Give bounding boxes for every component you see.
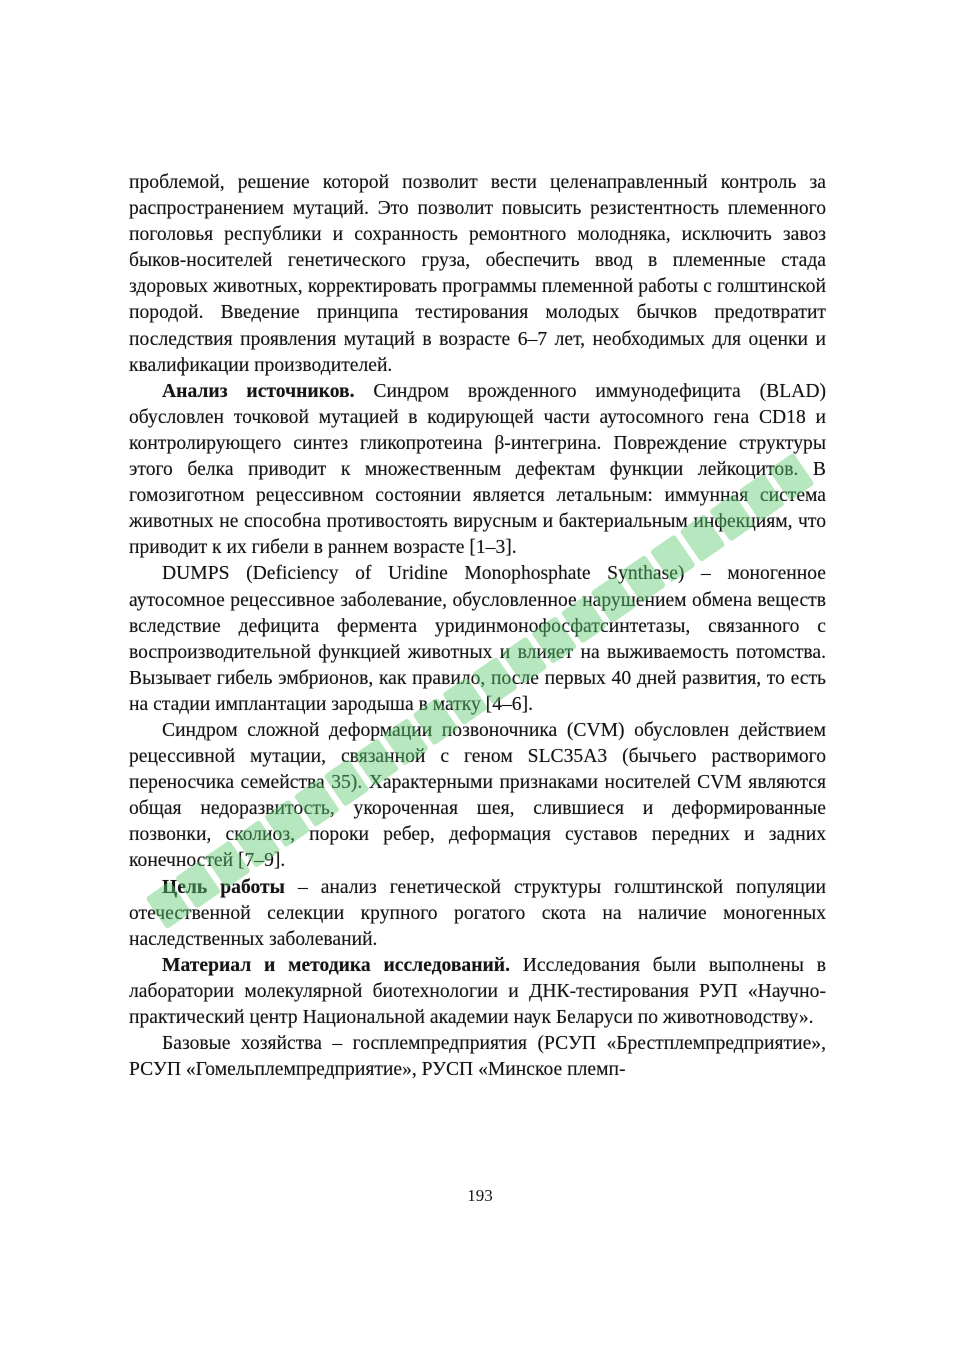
page-number: 193: [467, 1186, 493, 1205]
body-text: [129, 170, 826, 1083]
methods-text: Исследования были выполнены в лаборатории молекулярной биотехнологии и ДНК-тестирования РУП «Научно-практический центр Национальной академии наук Беларуси по животноводству».: [129, 954, 826, 1028]
paragraph-cvm: Синдром сложной деформации позвоночника (CVM) обусловлен действием рецессивной мутации, связанной с геном SLC35A3 (бычьего растворимого переносчика семейства 35). Характерными признаками носителей CVM являются общая недоразвитость, укороченная шея, слившиеся и деформированные позвонки, сколиоз, пороки ребер, деформация суставов передних и задних конечностей [7–9].: [129, 719, 826, 872]
heading-sources-analysis: Анализ источников.: [162, 380, 355, 402]
paragraph-intro-continuation: проблемой, решение которой позволит вести целенаправленный контроль за распространением мутаций. Это позволит повысить резистентность племенного поголовья республики и сохранность ремонтного молодняка, исключить завоз быков-носителей генетического груза, обеспечить ввод в племенные стада здоровых животных, корректировать программы племенной работы с голштинской породой. Введение принципа тестирования молодых бычков предотвратит последствия проявления мутаций в возрасте 6–7 лет, необходимых для оценки и квалификации производителей.: [129, 172, 826, 376]
sources-analysis-text: Синдром врожденного иммунодефицита (BLAD) обусловлен точковой мутацией в кодирующей части аутосомного гена CD18 и контролирующего синтез гликопротеина β-интегрина. Повреждение структуры этого белка приводит к множественным дефектам функции лейкоцитов. В гомозиготном рецессивном состоянии является летальным: иммунная система животных не способна противостоять вирусным и бактериальным инфекциям, что приводит к их гибели в раннем возрасте [1–3].: [129, 380, 826, 559]
paragraph-sources-analysis: [129, 379, 826, 562]
heading-methods: Материал и методика исследований.: [162, 954, 510, 976]
paragraph-base-farms: Базовые хозяйства – госплемпредприятия (РСУП «Брестплемпредприятие», РСУП «Гомельплемпредприятие», РУСП «Минское племп-: [129, 1033, 826, 1081]
goal-text: – анализ генетической структуры голштинской популяции отечественной селекции крупного рогатого скота на наличие моногенных наследственных заболеваний.: [129, 876, 826, 950]
paragraph-goal: [129, 875, 826, 953]
paragraph-methods: [129, 953, 826, 1031]
heading-goal: Цель работы: [162, 876, 285, 898]
paragraph-dumps: DUMPS (Deficiency of Uridine Monophosphate Synthase) – моногенное аутосомное рецессивное заболевание, обусловленное нарушением обмена веществ вследствие дефицита фермента уридинмонофосфатсинтетазы, связанного с воспроизводительной функцией животных и влияет на выживаемость потомства. Вызывает гибель эмбрионов, как правило, после первых 40 дней развития, то есть на стадии имплантации зародыша в матку [4–6].: [129, 563, 826, 715]
